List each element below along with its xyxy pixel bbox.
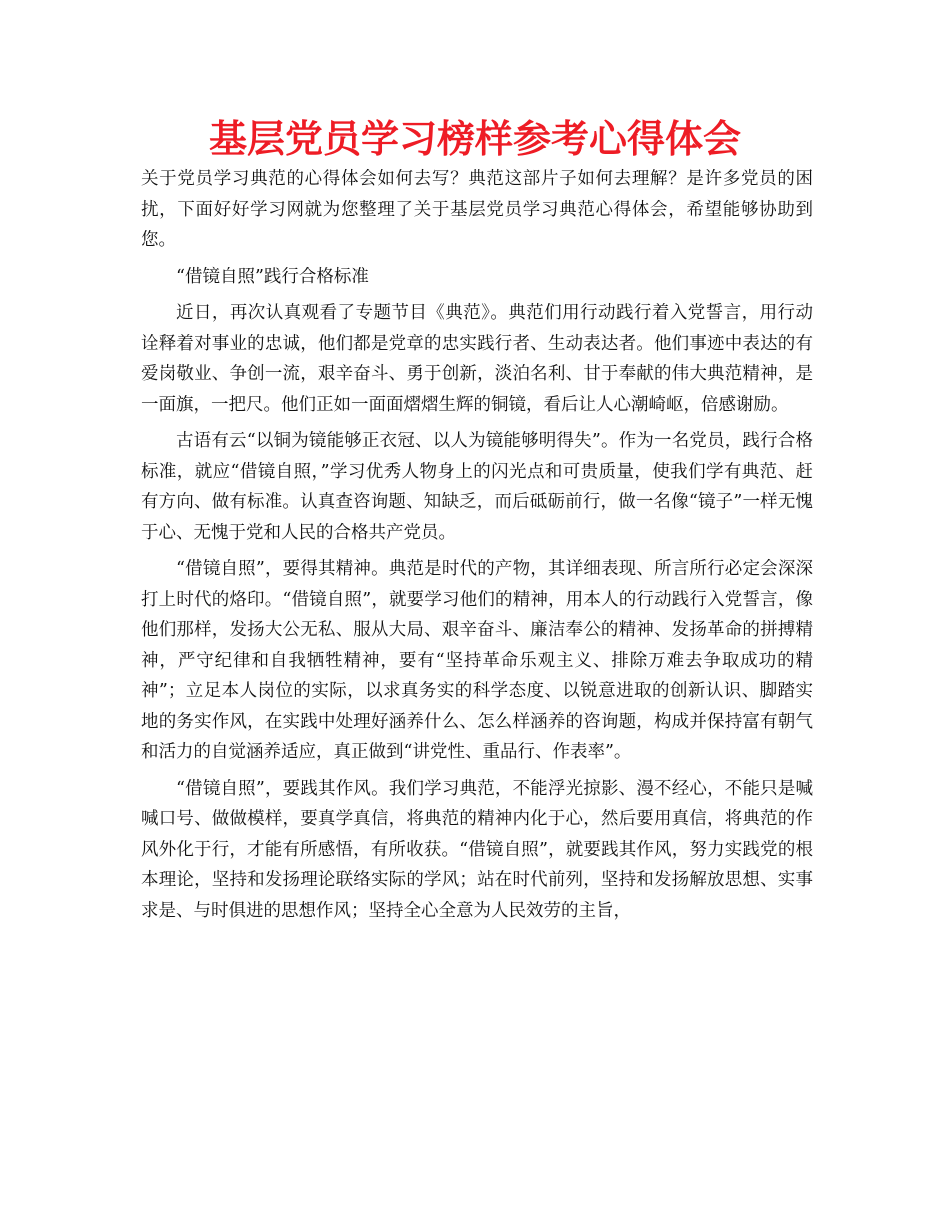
document-body	[141, 164, 813, 932]
body-paragraph: “借镜自照”，要践其作风。我们学习典范，不能浮光掠影、漫不经心，不能只是喊喊口号、做做模样，要真学真信，将典范的精神内化于心，然后要用真信，将典范的作风外化于行，才能有所感悟，有所收获。“借镜自照”，就要践其作风，努力实践党的根本理论，坚持和发扬理论联络实际的学风；站在时代前列，坚持和发扬解放思想、实事求是、与时俱进的思想作风；坚持全心全意为人民效劳的主旨，	[141, 778, 813, 921]
document-title: 基层党员学习榜样参考心得体会	[208, 117, 741, 161]
intro-paragraph: 关于党员学习典范的心得体会如何去写？典范这部片子如何去理解？是许多党员的困扰，下面好好学习网就为您整理了关于基层党员学习典范心得体会，希望能够协助到您。	[141, 169, 813, 250]
body-paragraph: 古语有云“以铜为镜能够正衣冠、以人为镜能够明得失”。作为一名党员，践行合格标准，就应“借镜自照，”学习优秀人物身上的闪光点和可贵质量，使我们学有典范、赶有方向、做有标准。认真查咨询题、知缺乏，而后砥砺前行，做一名像“镜子”一样无愧于心、无愧于党和人民的合格共产党员。	[141, 431, 813, 543]
section-heading: “借镜自照”践行合格标准	[176, 266, 369, 287]
body-paragraph: “借镜自照”，要得其精神。典范是时代的产物，其详细表现、所言所行必定会深深打上时代的烙印。“借镜自照”，就要学习他们的精神，用本人的行动践行入党誓言，像他们那样，发扬大公无私、服从大局、艰辛奋斗、廉洁奉公的精神、发扬革命的拼搏精神，严守纪律和自我牺牲精神，要有“坚持革命乐观主义、排除万难去争取成功的精神”；立足本人岗位的实际，以求真务实的科学态度、以锐意进取的创新认识、脚踏实地的务实作风，在实践中处理好涵养什么、怎么样涵养的咨询题，构成并保持富有朝气和活力的自觉涵养适应，真正做到“讲党性、重品行、作表率”。	[141, 559, 813, 762]
body-paragraph: 近日，再次认真观看了专题节目《典范》。典范们用行动践行着入党誓言，用行动诠释着对事业的忠诚，他们都是党章的忠实践行者、生动表达者。他们事迹中表达的有爱岗敬业、争创一流，艰辛奋斗、勇于创新，淡泊名利、甘于奉献的伟大典范精神，是一面旗，一把尺。他们正如一面面熠熠生辉的铜镜，看后让人心潮崎岖，倍感谢励。	[141, 303, 813, 415]
